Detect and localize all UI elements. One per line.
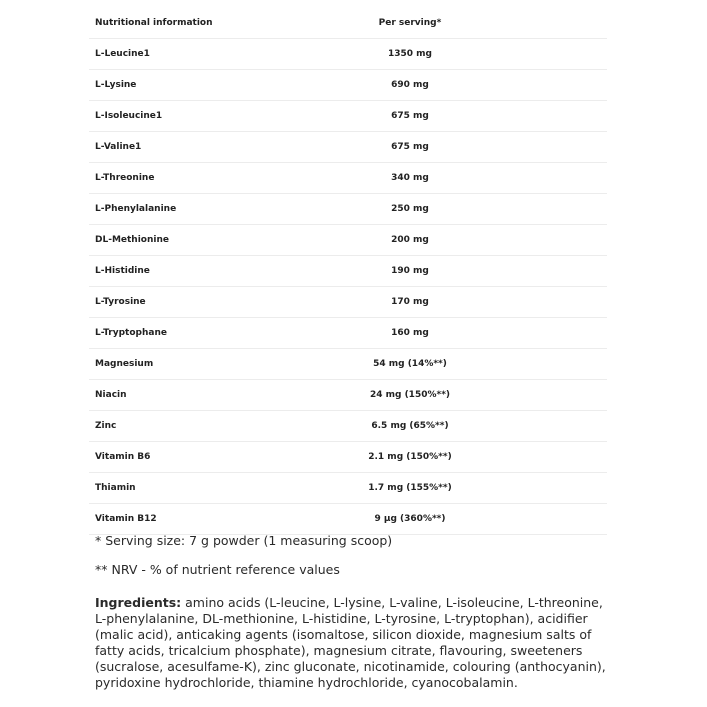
- nutrient-value: 2.1 mg (150%**): [368, 452, 452, 462]
- nrv-note: ** NRV - % of nutrient reference values: [95, 562, 340, 577]
- ingredients-paragraph: [95, 595, 615, 691]
- table-row: [89, 411, 607, 442]
- nutrient-name: L-Leucine1: [89, 39, 339, 70]
- table-row: [89, 349, 607, 380]
- nutrient-value: 170 mg: [391, 297, 429, 307]
- header-per-serving: Per serving*: [339, 8, 607, 39]
- table-row: [89, 132, 607, 163]
- serving-size-note: * Serving size: 7 g powder (1 measuring scoop): [95, 533, 393, 548]
- nutrient-name: Vitamin B12: [89, 504, 339, 535]
- nutrient-value-cell: [339, 287, 607, 318]
- nutrient-name: DL-Methionine: [89, 225, 339, 256]
- nutrient-name: L-Phenylalanine: [89, 194, 339, 225]
- nutrient-value: 9 µg (360%**): [374, 514, 446, 524]
- table-row: [89, 101, 607, 132]
- nutrient-name: L-Tryptophane: [89, 318, 339, 349]
- nutrient-value: 200 mg: [391, 235, 429, 245]
- nutrient-name: L-Valine1: [89, 132, 339, 163]
- ingredients-label: Ingredients:: [95, 595, 182, 610]
- footnotes: [95, 532, 615, 590]
- nutrient-value-cell: [339, 101, 607, 132]
- nutrient-name: L-Isoleucine1: [89, 101, 339, 132]
- nutrient-value-cell: [339, 349, 607, 380]
- nutrient-name: L-Histidine: [89, 256, 339, 287]
- nutrient-value-cell: [339, 380, 607, 411]
- nutrient-name: Vitamin B6: [89, 442, 339, 473]
- nutrient-value-cell: [339, 442, 607, 473]
- header-nutrient: Nutritional information: [89, 8, 339, 39]
- nutrient-value: 690 mg: [391, 80, 429, 90]
- nutrition-rows: [89, 39, 607, 535]
- nutrient-value-cell: [339, 70, 607, 101]
- table-row: [89, 473, 607, 504]
- nutrient-value-cell: [339, 411, 607, 442]
- nutrient-value: 1350 mg: [387, 49, 432, 59]
- table-row: [89, 70, 607, 101]
- table-row: [89, 194, 607, 225]
- table-row: [89, 256, 607, 287]
- table-row: [89, 287, 607, 318]
- nutrition-table: [89, 8, 607, 535]
- table-row: [89, 504, 607, 535]
- nutrient-value-cell: [339, 473, 607, 504]
- nutrient-value: 1.7 mg (155%**): [368, 483, 452, 493]
- table-row: [89, 163, 607, 194]
- nutrient-value: 24 mg (150%**): [369, 390, 451, 400]
- nutrient-value: 160 mg: [391, 328, 429, 338]
- table-row: [89, 380, 607, 411]
- ingredients-text: amino acids (L-leucine, L-lysine, L-valine, L-isoleucine, L-threonine, L-phenylalanine, DL-methionine, L-histidine, L-tyrosine, L-tryptophan), acidifier (malic acid), anticaking agents (isomaltose, silicon dioxide, magnesium salts of fatty acids, tricalcium phosphate), magnesium citrate, flavouring, sweeteners (sucralose, acesulfame-K), zinc gluconate, nicotinamide, colouring (anthocyanin), pyridoxine hydrochloride, thiamine hydrochloride, cyanocobalamin.: [95, 595, 606, 690]
- nutrient-name: L-Lysine: [89, 70, 339, 101]
- nutrient-value-cell: [339, 256, 607, 287]
- nutrient-value: 675 mg: [391, 142, 429, 152]
- nutrient-value: 190 mg: [391, 266, 429, 276]
- nutrient-value-cell: [339, 132, 607, 163]
- nutrient-value-cell: [339, 318, 607, 349]
- nutrient-value-cell: [339, 39, 607, 70]
- nutrient-name: L-Threonine: [89, 163, 339, 194]
- nutrient-name: Zinc: [89, 411, 339, 442]
- nutrient-name: L-Tyrosine: [89, 287, 339, 318]
- nutrient-name: Magnesium: [89, 349, 339, 380]
- nutrient-name: Niacin: [89, 380, 339, 411]
- nutrient-value-cell: [339, 504, 607, 535]
- nutrient-name: Thiamin: [89, 473, 339, 504]
- nutrient-value-cell: [339, 163, 607, 194]
- table-row: [89, 225, 607, 256]
- table-row: [89, 39, 607, 70]
- nutrient-value: 675 mg: [391, 111, 429, 121]
- table-row: [89, 442, 607, 473]
- nutrient-value: 340 mg: [391, 173, 429, 183]
- nutrient-value: 54 mg (14%**): [373, 359, 447, 369]
- nutrient-value-cell: [339, 225, 607, 256]
- nutrient-value: 250 mg: [391, 204, 429, 214]
- table-row: [89, 318, 607, 349]
- nutrient-value-cell: [339, 194, 607, 225]
- nutrient-value: 6.5 mg (65%**): [371, 421, 449, 431]
- table-header-row: [89, 8, 607, 39]
